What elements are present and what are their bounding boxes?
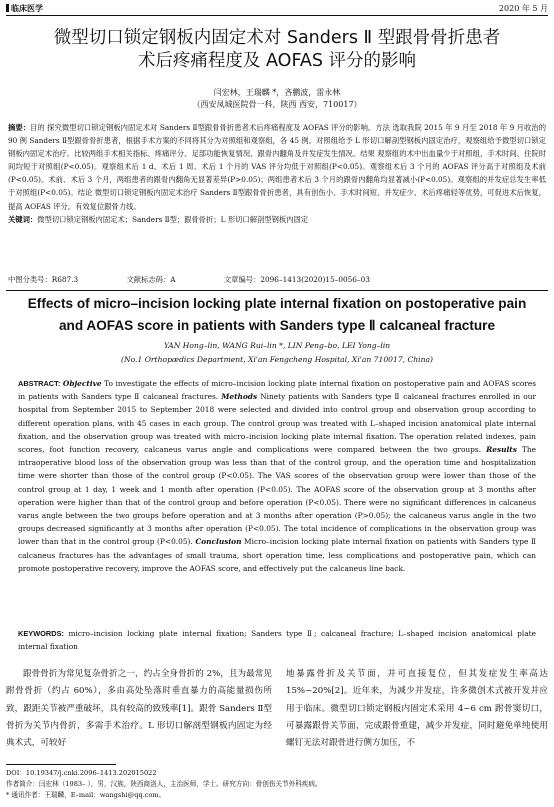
english-title-line2: and AOFAS score in patients with Sanders type Ⅱ calcaneal fracture bbox=[58, 318, 496, 333]
header-rule bbox=[6, 15, 548, 16]
english-keywords bbox=[18, 627, 536, 653]
footnote-rule bbox=[6, 764, 116, 765]
english-title bbox=[10, 293, 544, 337]
conclusion-label: Conclusion bbox=[195, 537, 242, 547]
english-title-line1: Effects of micro–incision locking plate internal fixation on postoperative pain bbox=[27, 296, 527, 311]
section-rule bbox=[6, 290, 548, 291]
article-number: 文章编号：2096–1413(2020)15–0056–03 bbox=[223, 275, 370, 284]
chinese-title bbox=[10, 27, 544, 73]
classification-line bbox=[8, 275, 416, 285]
corresponding-author-footnote: * 通讯作者：王瑞麟，E–mail：wangshi@qq.com。 bbox=[6, 791, 166, 799]
clc-number: 中图分类号：R687.3 bbox=[8, 275, 79, 284]
objective-label: Objective bbox=[62, 379, 102, 388]
chinese-abstract bbox=[8, 121, 546, 226]
chinese-title-line2: 术后疼痛程度及 AOFAS 评分的影响 bbox=[137, 51, 417, 71]
document-code: 文献标志码：A bbox=[126, 275, 176, 284]
author-bio-footnote: 作者简介：闫宏林（1983– ），男，汉族，陕西商洛人，主治医师，学士。研究方向：骨创伤关节外科疾病。 bbox=[6, 780, 322, 788]
column-text: 临床医学 bbox=[11, 4, 43, 13]
chinese-keywords-label: 关键词： bbox=[8, 214, 38, 224]
conclusion-text: Micro–incision locking plate internal fixation on patients with Sanders type Ⅱ calcaneus fractures has the advantages of small trauma, short operation time, less complications and postoperative pain, which can promote postoperative recovery, improve the AOFAS score, and effectively put the calcaneus line back. bbox=[18, 537, 536, 573]
body-right-column: 地暴露骨折及关节面，并可直接复位，但其发症发生率高达 15%~20%[2]。近年来，为减少并发症，许多微创术式被开发并应用于临床。微型切口锁定钢板内固定术采用 4~6 cm 跗骨窦切口，可暴露跟骨关节面，完成跟骨重建，减少并发症，同时避免单纯使用螺钉无法对跟骨进行侧方加压，不 bbox=[286, 669, 548, 749]
doi-footnote: DOI：10.19347/j.cnki.2096–1413.202015022 bbox=[6, 769, 157, 777]
results-label: Results bbox=[486, 445, 517, 455]
chinese-keywords: 微型切口锁定钢板内固定术；Sanders Ⅱ型；跟骨骨折；L 形切口解剖型钢板内固定 bbox=[37, 214, 309, 224]
column-marker-icon bbox=[6, 4, 9, 12]
english-abstract-label: ABSTRACT: bbox=[18, 379, 61, 388]
chinese-affiliation: （西安凤城医院骨一科，陕西 西安，710017） bbox=[192, 100, 362, 109]
issue-date: 2020 年 5 月 bbox=[498, 4, 548, 13]
body-left-column: 跟骨骨折为常见复杂骨折之一，约占全身骨折的 2%，且为最常见跗骨骨折（约占 60%），多由高处坠落时垂直暴力的高能量损伤所致，跟距关节被严重破坏，具有较高的致残率[1]。跟骨 Sanders Ⅱ型骨折为关节内骨折，多需手术治疗。L 形切口解剖型钢板内固定为经典术式，可较好 bbox=[6, 669, 272, 749]
chinese-title-line1: 微型切口锁定钢板内固定术对 Sanders Ⅱ 型跟骨骨折患者 bbox=[53, 28, 501, 48]
english-authors: YAN Hong–lin, WANG Rui–lin *, LIN Peng–bo, LEI Yong–lin bbox=[163, 341, 391, 350]
methods-label: Methods bbox=[221, 392, 258, 402]
chinese-authors: 闫宏林，王瑞麟 *，吝鹏波，雷永林 bbox=[213, 88, 341, 97]
running-header bbox=[6, 2, 548, 16]
chinese-abstract-text: 目的 探究微型切口锁定钢板内固定术对 Sanders Ⅱ型跟骨骨折患者术后疼痛程度及 AOFAS 评分的影响。方法 选取我院 2015 年 9 月至 2018 年 9 月收治的 90 例 Sanders Ⅱ型跟骨骨折患者，根据手术方案的不同将其分为对照组和观察组，各 45 例。对照组给予 L 形切口解剖型钢板内固定治疗，观察组给予微型切口锁定钢板内固定术治疗。比较两组手术相关指标、疼痛评分、足部功能恢复情况、跟骨内翻角及并发症发生情况。结果 观察组的术中出血量少于对照组，手术时间、住院时间均短于对照组(P<0.05)。观察组术后 1 d、术后 1 周、术后 1 个月的 VAS 评分均低于对照组(P<0.05)。观察组术后 3 个月的 AOFAS 评分高于对照组及术前(P<0.05)。术前、术后 3 个月，两组患者的跟骨内翻角无显著差异(P>0.05)；两组患者术后 3 个月的跟骨内翻角均显著减小(P<0.05)。观察组的并发症总发生率低于对照组(P<0.05)。结论 微型切口锁定钢板内固定术治疗 Sanders Ⅱ型跟骨骨折患者，具有创伤小、手术时间短、并发症少、术后疼痛轻等优势，可促进术后恢复，提高 AOFAS 评分，有效复位跟骨力线。 bbox=[8, 123, 546, 211]
objective-text: To investigate the effects of micro–incision locking plate internal fixation on postoperative pain and AOFAS scores in patients with Sanders type Ⅱ calcaneal fractures. bbox=[18, 379, 536, 402]
english-keywords-text: micro–incision locking plate internal fixation; Sanders type Ⅱ; calcaneal fracture; L–shaped incision anatomical plate internal fixation bbox=[18, 629, 536, 652]
chinese-abstract-label: 摘要： bbox=[8, 123, 31, 132]
english-keywords-label: KEYWORDS: bbox=[18, 629, 64, 638]
results-text: The intraoperative blood loss of the observation group was less than that of the control group, and the operation time and hospitalization time were shorter than those of the control group (P<0.05). The VAS scores of the observation group were lower than those of the control group at 1 day, 1 week and 1 month after operation (P<0.05). The AOFAS score of the observation group at 3 months after operation were higher than that of the control group and before operation (P<0.05). There were no significant differences in calcaneus varus angle between the two groups before operation and at 3 months after operation (P>0.05); the calcaneus varus angle in the two groups decreased significantly at 3 months after operation (P<0.05). The total incidence of complications in the observation group was lower than that in the control group (P<0.05). bbox=[18, 445, 536, 547]
english-abstract bbox=[18, 377, 536, 575]
column-label bbox=[6, 3, 43, 14]
english-affiliation: (No.1 Orthopædics Department, Xi'an Fengcheng Hospital, Xi'an 710017, China) bbox=[121, 355, 433, 364]
methods-text: Ninety patients with Sanders type Ⅱ calcaneal fractures enrolled in our hospital from September 2015 to September 2018 were selected and divided into control group and observation group according to different operation plans, with 45 cases in each group. The control group was treated with L–shaped incision anatomical plate internal fixation, and the observation group was treated with micro–incision locking plate internal fixation. The operation related indexes, pain scores, foot function recovery, calcaneus varus angle and complications were compared between the two groups. bbox=[18, 392, 536, 455]
